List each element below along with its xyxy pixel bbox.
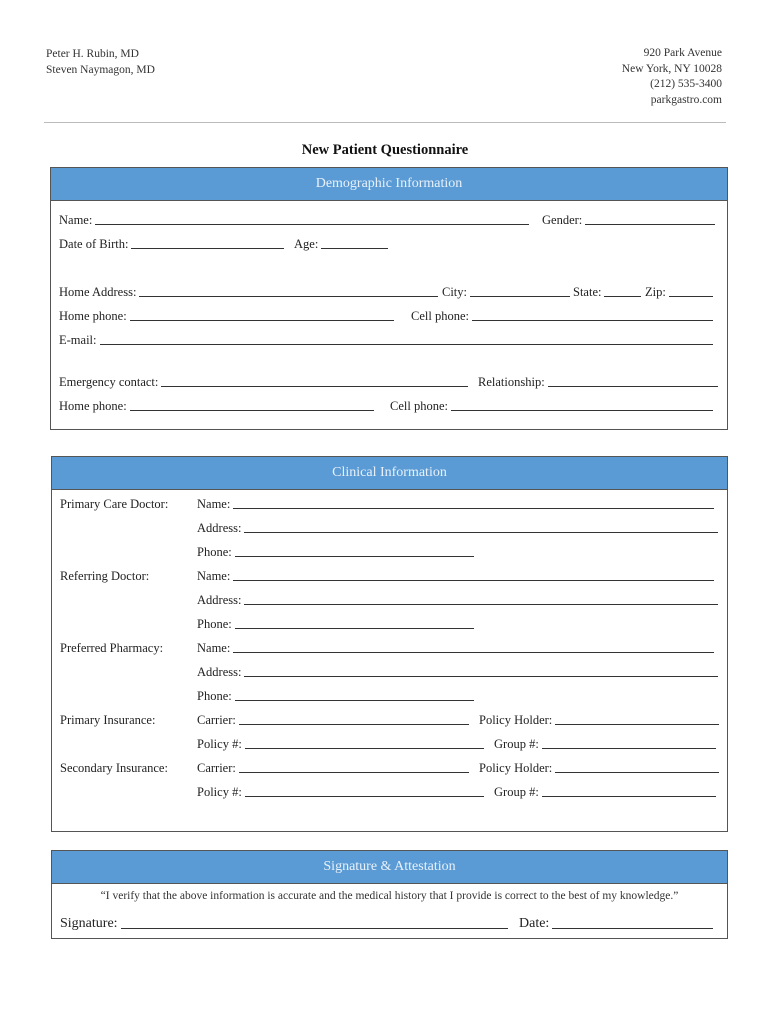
- field-label: Zip:: [645, 285, 666, 299]
- field-label: Name:: [197, 497, 231, 511]
- group-label-secondary-insurance: Secondary Insurance:: [60, 761, 168, 775]
- fill-line[interactable]: [244, 664, 718, 677]
- fill-line[interactable]: [472, 308, 713, 321]
- referring-address-field[interactable]: [197, 590, 718, 608]
- gender-field[interactable]: [542, 210, 715, 228]
- field-label: Phone:: [197, 617, 232, 631]
- city-field[interactable]: [442, 282, 570, 300]
- field-label: Name:: [197, 641, 231, 655]
- emergency-home-phone-field[interactable]: [59, 396, 374, 414]
- doctor-name: Peter H. Rubin, MD: [46, 48, 139, 60]
- relationship-field[interactable]: [478, 372, 718, 390]
- fill-line[interactable]: [585, 212, 715, 225]
- field-label: Group #:: [494, 785, 539, 799]
- field-label: Phone:: [197, 689, 232, 703]
- field-label: Carrier:: [197, 761, 236, 775]
- fill-line[interactable]: [451, 398, 713, 411]
- primary-carrier-field[interactable]: [197, 710, 469, 728]
- date-field[interactable]: [519, 912, 713, 932]
- field-label: Relationship:: [478, 375, 545, 389]
- fill-line[interactable]: [95, 212, 529, 225]
- fill-line[interactable]: [669, 284, 713, 297]
- fill-line[interactable]: [100, 332, 714, 345]
- practice-address: [622, 46, 722, 108]
- field-label: Group #:: [494, 737, 539, 751]
- header-divider: [44, 122, 726, 123]
- field-label: Address:: [197, 593, 242, 607]
- patient-name-field[interactable]: [59, 210, 529, 228]
- fill-line[interactable]: [161, 374, 468, 387]
- street-address: 920 Park Avenue: [643, 47, 722, 59]
- field-label: Home phone:: [59, 309, 127, 323]
- pcp-phone-field[interactable]: [197, 542, 474, 560]
- field-label: Gender:: [542, 213, 583, 227]
- fill-line[interactable]: [321, 236, 388, 249]
- fill-line[interactable]: [233, 496, 714, 509]
- fill-line[interactable]: [552, 916, 713, 929]
- emergency-contact-field[interactable]: [59, 372, 468, 390]
- fill-line[interactable]: [235, 616, 474, 629]
- section-heading: Signature & Attestation: [52, 851, 727, 884]
- field-label: Age:: [294, 237, 319, 251]
- cell-phone-field[interactable]: [411, 306, 713, 324]
- secondary-group-number-field[interactable]: [494, 782, 716, 800]
- secondary-policy-number-field[interactable]: [197, 782, 484, 800]
- city-state-zip: New York, NY 10028: [621, 62, 722, 75]
- fill-line[interactable]: [245, 784, 484, 797]
- home-phone-field[interactable]: [59, 306, 394, 324]
- fill-line[interactable]: [555, 760, 719, 773]
- fill-line[interactable]: [244, 520, 718, 533]
- section-heading: Demographic Information: [51, 168, 727, 201]
- field-label: Policy Holder:: [479, 713, 553, 727]
- email-field[interactable]: [59, 330, 713, 348]
- secondary-policy-holder-field[interactable]: [479, 758, 719, 776]
- doctor-name: Steven Naymagon, MD: [46, 64, 155, 76]
- fill-line[interactable]: [244, 592, 718, 605]
- practice-phone: (212) 535-3400: [650, 78, 722, 90]
- fill-line[interactable]: [130, 398, 374, 411]
- field-label: Date:: [519, 916, 550, 931]
- zip-field[interactable]: [645, 282, 713, 300]
- fill-line[interactable]: [542, 784, 716, 797]
- fill-line[interactable]: [233, 640, 714, 653]
- fill-line[interactable]: [130, 308, 394, 321]
- primary-policy-number-field[interactable]: [197, 734, 484, 752]
- field-label: Cell phone:: [390, 399, 448, 413]
- field-label: Address:: [197, 521, 242, 535]
- page-title: New Patient Questionnaire: [301, 142, 469, 158]
- fill-line[interactable]: [548, 374, 718, 387]
- pharmacy-address-field[interactable]: [197, 662, 718, 680]
- fill-line[interactable]: [235, 544, 474, 557]
- fill-line[interactable]: [233, 568, 714, 581]
- dob-field[interactable]: [59, 234, 284, 252]
- pharmacy-phone-field[interactable]: [197, 686, 474, 704]
- signature-section: [51, 850, 728, 939]
- secondary-carrier-field[interactable]: [197, 758, 469, 776]
- section-heading: Clinical Information: [52, 457, 727, 490]
- fill-line[interactable]: [555, 712, 719, 725]
- field-label: Name:: [59, 213, 93, 227]
- fill-line[interactable]: [131, 236, 284, 249]
- referring-name-field[interactable]: [197, 566, 714, 584]
- field-label: Carrier:: [197, 713, 236, 727]
- fill-line[interactable]: [239, 712, 469, 725]
- group-label-referring: Referring Doctor:: [60, 569, 150, 583]
- clinical-section: [51, 456, 728, 832]
- fill-line[interactable]: [542, 736, 716, 749]
- fill-line[interactable]: [245, 736, 484, 749]
- field-label: Policy #:: [197, 785, 242, 799]
- pcp-address-field[interactable]: [197, 518, 718, 536]
- signature-field[interactable]: [60, 912, 508, 932]
- state-field[interactable]: [573, 282, 641, 300]
- field-label: Signature:: [60, 916, 118, 931]
- field-label: Phone:: [197, 545, 232, 559]
- field-label: Cell phone:: [411, 309, 469, 323]
- field-label: E-mail:: [59, 333, 97, 347]
- primary-policy-holder-field[interactable]: [479, 710, 719, 728]
- field-label: Home phone:: [59, 399, 127, 413]
- practice-website: parkgastro.com: [650, 93, 722, 106]
- group-label-primary-insurance: Primary Insurance:: [60, 713, 156, 727]
- field-label: State:: [573, 285, 602, 299]
- home-address-field[interactable]: [59, 282, 438, 300]
- group-label-primary-care: Primary Care Doctor:: [60, 497, 169, 511]
- fill-line[interactable]: [470, 284, 570, 297]
- field-label: Date of Birth:: [59, 237, 129, 251]
- fill-line[interactable]: [604, 284, 641, 297]
- field-label: Address:: [197, 665, 242, 679]
- age-field[interactable]: [294, 234, 388, 252]
- practice-doctors: [46, 46, 155, 78]
- field-label: Name:: [197, 569, 231, 583]
- referring-phone-field[interactable]: [197, 614, 474, 632]
- pcp-name-field[interactable]: [197, 494, 714, 512]
- field-label: Policy #:: [197, 737, 242, 751]
- field-label: Home Address:: [59, 285, 137, 299]
- fill-line[interactable]: [239, 760, 469, 773]
- group-label-pharmacy: Preferred Pharmacy:: [60, 641, 164, 655]
- primary-group-number-field[interactable]: [494, 734, 716, 752]
- pharmacy-name-field[interactable]: [197, 638, 714, 656]
- field-label: Policy Holder:: [479, 761, 553, 775]
- fill-line[interactable]: [121, 916, 508, 929]
- demographic-section: [50, 167, 728, 430]
- emergency-cell-phone-field[interactable]: [390, 396, 713, 414]
- field-label: City:: [442, 285, 468, 299]
- attestation-statement: “I verify that the above information is accurate and the medical history that I provide is correct to the best of my knowledge.”: [100, 890, 679, 902]
- field-label: Emergency contact:: [59, 375, 159, 389]
- fill-line[interactable]: [235, 688, 474, 701]
- fill-line[interactable]: [139, 284, 438, 297]
